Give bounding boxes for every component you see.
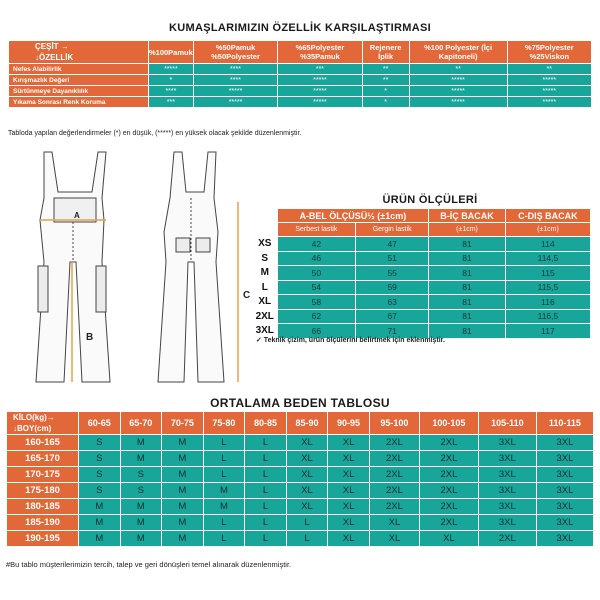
size-cell: 58 bbox=[277, 295, 356, 310]
size-cell: 51 bbox=[356, 251, 429, 266]
fabric-cell: **** bbox=[193, 75, 277, 86]
label-b: B bbox=[86, 332, 94, 343]
fabric-corner-top: ÇEŞİT → bbox=[35, 42, 69, 51]
weight-cell: S bbox=[79, 435, 121, 451]
weight-col-header: 60-65 bbox=[79, 412, 121, 435]
size-label: 3XL bbox=[253, 324, 277, 339]
size-subheader-row bbox=[253, 223, 591, 237]
size-row bbox=[253, 237, 591, 252]
fabric-corner bbox=[9, 41, 149, 64]
weight-corner-top: KİLO(kg)→ bbox=[13, 413, 55, 422]
fabric-cell: ***** bbox=[409, 97, 507, 108]
weight-cell: XL bbox=[328, 531, 370, 547]
size-cell: 81 bbox=[429, 251, 506, 266]
fabric-cell: ***** bbox=[278, 75, 362, 86]
weight-cell: M bbox=[162, 499, 204, 515]
fabric-cell: * bbox=[149, 75, 194, 86]
fabric-cell: **** bbox=[193, 64, 277, 75]
weight-row-label: 175-180 bbox=[7, 483, 79, 499]
size-cell: 62 bbox=[277, 309, 356, 324]
weight-cell: M bbox=[162, 483, 204, 499]
weight-cell: M bbox=[120, 499, 162, 515]
weight-cell: M bbox=[162, 531, 204, 547]
fabric-cell: ***** bbox=[409, 86, 507, 97]
weight-cell: 3XL bbox=[536, 435, 593, 451]
fabric-col-header: %50Pamuk %50Polyester bbox=[193, 41, 277, 64]
size-label: 2XL bbox=[253, 309, 277, 324]
weight-cell: L bbox=[203, 435, 245, 451]
size-cell: 54 bbox=[277, 280, 356, 295]
weight-cell: 2XL bbox=[369, 435, 419, 451]
fabric-note: Tabloda yapılan değerlendirmeler (*) en düşük, (*****) en yüksek olacak şekilde düzenlenmiştir. bbox=[8, 130, 302, 137]
weight-cell: S bbox=[120, 483, 162, 499]
size-cell: 47 bbox=[356, 237, 429, 252]
weight-row bbox=[7, 483, 594, 499]
fabric-cell: ***** bbox=[507, 86, 591, 97]
size-cell: 46 bbox=[277, 251, 356, 266]
weight-cell: L bbox=[245, 451, 287, 467]
weight-cell: XL bbox=[286, 499, 328, 515]
size-label: S bbox=[253, 251, 277, 266]
overall-front-drawing bbox=[36, 152, 110, 382]
size-subheader: (±1cm) bbox=[429, 223, 506, 237]
fabric-cell: *** bbox=[149, 97, 194, 108]
fabric-row-label: Nefes Alabilirlik bbox=[9, 64, 149, 75]
weight-cell: M bbox=[79, 531, 121, 547]
weights-note: #Bu tablo müşterilerimizin tercih, talep ve geri dönüşleri temel alınarak düzenlenmiştir. bbox=[6, 560, 292, 569]
size-col-header: A-BEL ÖLÇÜSÜ½ (±1cm) bbox=[277, 209, 429, 223]
label-c: C bbox=[243, 290, 251, 301]
size-label: L bbox=[253, 280, 277, 295]
fabric-row bbox=[9, 97, 592, 108]
fabric-cell: ***** bbox=[507, 97, 591, 108]
weight-cell: S bbox=[79, 483, 121, 499]
size-cell: 66 bbox=[277, 324, 356, 339]
weight-row-label: 190-195 bbox=[7, 531, 79, 547]
size-subheader: (±1cm) bbox=[505, 223, 590, 237]
weight-row bbox=[7, 467, 594, 483]
size-label: M bbox=[253, 266, 277, 281]
weight-cell: 3XL bbox=[478, 467, 536, 483]
weight-cell: XL bbox=[328, 435, 370, 451]
size-col-header: B-İÇ BACAK bbox=[429, 209, 506, 223]
fabric-cell: ** bbox=[362, 64, 409, 75]
size-row bbox=[253, 266, 591, 281]
weight-cell: XL bbox=[420, 531, 479, 547]
weight-cell: 2XL bbox=[420, 467, 479, 483]
weight-row bbox=[7, 499, 594, 515]
size-cell: 42 bbox=[277, 237, 356, 252]
size-label: XS bbox=[253, 237, 277, 252]
weight-cell: M bbox=[120, 451, 162, 467]
fabric-header-row bbox=[9, 41, 592, 64]
weight-cell: L bbox=[245, 467, 287, 483]
weight-cell: M bbox=[162, 451, 204, 467]
size-cell: 59 bbox=[356, 280, 429, 295]
weight-cell: L bbox=[245, 435, 287, 451]
weight-cell: XL bbox=[286, 451, 328, 467]
weight-cell: 3XL bbox=[536, 515, 593, 531]
fabric-cell: ** bbox=[362, 75, 409, 86]
fabric-corner-bottom: ↓ÖZELLİK bbox=[35, 53, 74, 62]
size-cell: 55 bbox=[356, 266, 429, 281]
fabric-cell: ***** bbox=[409, 75, 507, 86]
size-cell: 115 bbox=[505, 266, 590, 281]
size-row bbox=[253, 251, 591, 266]
weight-col-header: 70-75 bbox=[162, 412, 204, 435]
weight-cell: XL bbox=[328, 483, 370, 499]
weight-row bbox=[7, 531, 594, 547]
size-cell: 50 bbox=[277, 266, 356, 281]
fabric-title: KUMAŞLARIMIZIN ÖZELLİK KARŞILAŞTIRMASI bbox=[169, 22, 431, 34]
weight-cell: 2XL bbox=[420, 435, 479, 451]
weight-col-header: 65-70 bbox=[120, 412, 162, 435]
weight-row-label: 160-165 bbox=[7, 435, 79, 451]
size-cell: 116,5 bbox=[505, 309, 590, 324]
size-cell: 81 bbox=[429, 237, 506, 252]
fabric-cell: ***** bbox=[278, 86, 362, 97]
fabric-row bbox=[9, 86, 592, 97]
size-header-row bbox=[253, 209, 591, 223]
size-row bbox=[253, 295, 591, 310]
weight-cell: XL bbox=[286, 467, 328, 483]
size-corner bbox=[253, 209, 277, 237]
fabric-row-label: Sürtünmeye Dayanıklılık bbox=[9, 86, 149, 97]
weight-cell: M bbox=[120, 515, 162, 531]
size-cell: 117 bbox=[505, 324, 590, 339]
weight-cell: 2XL bbox=[420, 515, 479, 531]
weight-cell: 2XL bbox=[369, 483, 419, 499]
fabric-row-label: Yıkama Sonrası Renk Koruma bbox=[9, 97, 149, 108]
overall-drawings bbox=[10, 142, 250, 404]
weight-cell: 3XL bbox=[478, 499, 536, 515]
weight-cell: S bbox=[79, 451, 121, 467]
weight-cell: XL bbox=[328, 515, 370, 531]
weight-row bbox=[7, 515, 594, 531]
weight-row-label: 185-190 bbox=[7, 515, 79, 531]
size-col-header: C-DIŞ BACAK bbox=[505, 209, 590, 223]
fabric-col-header: %100 Polyester (İçi Kapitoneli) bbox=[409, 41, 507, 64]
weight-cell: L bbox=[203, 531, 245, 547]
weight-cell: XL bbox=[286, 435, 328, 451]
weight-cell: 2XL bbox=[478, 531, 536, 547]
weight-row-label: 170-175 bbox=[7, 467, 79, 483]
fabric-row bbox=[9, 75, 592, 86]
fabric-cell: ***** bbox=[149, 64, 194, 75]
weight-cell: S bbox=[79, 467, 121, 483]
weight-col-header: 85-90 bbox=[286, 412, 328, 435]
weight-cell: M bbox=[162, 467, 204, 483]
size-subheader: Serbest lastik bbox=[277, 223, 356, 237]
weight-cell: L bbox=[245, 499, 287, 515]
sizes-title: ÜRÜN ÖLÇÜLERİ bbox=[382, 194, 478, 206]
fabric-cell: * bbox=[362, 86, 409, 97]
fabric-col-header: %65Polyester %35Pamuk bbox=[278, 41, 362, 64]
weight-row-label: 165-170 bbox=[7, 451, 79, 467]
weight-cell: 3XL bbox=[536, 451, 593, 467]
weight-cell: XL bbox=[328, 451, 370, 467]
weight-row bbox=[7, 451, 594, 467]
weight-cell: L bbox=[286, 531, 328, 547]
weight-cell: XL bbox=[369, 531, 419, 547]
size-cell: 116 bbox=[505, 295, 590, 310]
weight-cell: 2XL bbox=[369, 467, 419, 483]
weight-cell: L bbox=[203, 515, 245, 531]
size-cell: 81 bbox=[429, 324, 506, 339]
weight-cell: 3XL bbox=[478, 515, 536, 531]
fabric-cell: ***** bbox=[193, 86, 277, 97]
weight-cell: M bbox=[79, 499, 121, 515]
sizes-note: ✓ Teknik çizim, ürün ölçülerini belirtmek için eklenmiştir. bbox=[256, 337, 445, 344]
size-cell: 63 bbox=[356, 295, 429, 310]
weight-row bbox=[7, 435, 594, 451]
weight-corner-bottom: ↓BOY(cm) bbox=[13, 424, 52, 433]
size-cell: 115,5 bbox=[505, 280, 590, 295]
weight-cell: XL bbox=[286, 483, 328, 499]
size-label: XL bbox=[253, 295, 277, 310]
size-cell: 67 bbox=[356, 309, 429, 324]
size-table bbox=[253, 208, 591, 339]
fabric-cell: **** bbox=[149, 86, 194, 97]
weight-cell: 2XL bbox=[369, 451, 419, 467]
label-a: A bbox=[74, 211, 80, 220]
weight-cell: L bbox=[203, 467, 245, 483]
weight-col-header: 100-105 bbox=[420, 412, 479, 435]
size-cell: 71 bbox=[356, 324, 429, 339]
fabric-row bbox=[9, 64, 592, 75]
fabric-cell: ** bbox=[409, 64, 507, 75]
weight-cell: 2XL bbox=[369, 499, 419, 515]
fabric-col-header: %75Polyester %25Viskon bbox=[507, 41, 591, 64]
fabric-cell: *** bbox=[278, 64, 362, 75]
size-cell: 114 bbox=[505, 237, 590, 252]
overall-back-drawing bbox=[158, 152, 224, 382]
weight-cell: 2XL bbox=[420, 451, 479, 467]
weight-cell: S bbox=[120, 467, 162, 483]
weight-header-row bbox=[7, 412, 594, 435]
weight-cell: XL bbox=[328, 499, 370, 515]
weight-cell: 3XL bbox=[536, 483, 593, 499]
weight-col-header: 110-115 bbox=[536, 412, 593, 435]
fabric-row-label: Kırışmazlık Değeri bbox=[9, 75, 149, 86]
weight-cell: XL bbox=[369, 515, 419, 531]
weight-col-header: 90-95 bbox=[328, 412, 370, 435]
weight-cell: M bbox=[162, 435, 204, 451]
weight-row-label: 180-185 bbox=[7, 499, 79, 515]
size-cell: 81 bbox=[429, 266, 506, 281]
weight-cell: M bbox=[120, 435, 162, 451]
weight-cell: L bbox=[245, 483, 287, 499]
size-row bbox=[253, 309, 591, 324]
weights-title: ORTALAMA BEDEN TABLOSU bbox=[210, 396, 390, 410]
size-cell: 114,5 bbox=[505, 251, 590, 266]
weight-col-header: 95-100 bbox=[369, 412, 419, 435]
fabric-col-header: %100Pamuk bbox=[149, 41, 194, 64]
weight-col-header: 80-85 bbox=[245, 412, 287, 435]
weight-corner bbox=[7, 412, 79, 435]
weight-cell: 3XL bbox=[478, 451, 536, 467]
weight-col-header: 105-110 bbox=[478, 412, 536, 435]
weight-col-header: 75-80 bbox=[203, 412, 245, 435]
weight-cell: L bbox=[245, 531, 287, 547]
weight-cell: 3XL bbox=[478, 435, 536, 451]
weight-cell: XL bbox=[328, 467, 370, 483]
fabric-cell: ** bbox=[507, 64, 591, 75]
size-cell: 81 bbox=[429, 280, 506, 295]
weight-cell: 3XL bbox=[536, 499, 593, 515]
fabric-table bbox=[8, 40, 592, 108]
weight-cell: M bbox=[203, 499, 245, 515]
weight-cell: L bbox=[245, 515, 287, 531]
weight-cell: L bbox=[203, 451, 245, 467]
weight-table bbox=[6, 411, 594, 547]
fabric-cell: ***** bbox=[507, 75, 591, 86]
size-row bbox=[253, 280, 591, 295]
weight-cell: M bbox=[162, 515, 204, 531]
size-cell: 81 bbox=[429, 295, 506, 310]
fabric-cell: ***** bbox=[193, 97, 277, 108]
weight-cell: L bbox=[286, 515, 328, 531]
weight-cell: 2XL bbox=[420, 483, 479, 499]
fabric-cell: * bbox=[362, 97, 409, 108]
weight-cell: 3XL bbox=[478, 483, 536, 499]
weight-cell: 3XL bbox=[536, 467, 593, 483]
weight-cell: M bbox=[203, 483, 245, 499]
weight-cell: M bbox=[120, 531, 162, 547]
weight-cell: 3XL bbox=[536, 531, 593, 547]
fabric-cell: ***** bbox=[278, 97, 362, 108]
weight-cell: M bbox=[79, 515, 121, 531]
fabric-col-header: Rejenere İplik bbox=[362, 41, 409, 64]
weight-cell: 2XL bbox=[420, 499, 479, 515]
size-subheader: Gergin lastik bbox=[356, 223, 429, 237]
size-cell: 81 bbox=[429, 309, 506, 324]
